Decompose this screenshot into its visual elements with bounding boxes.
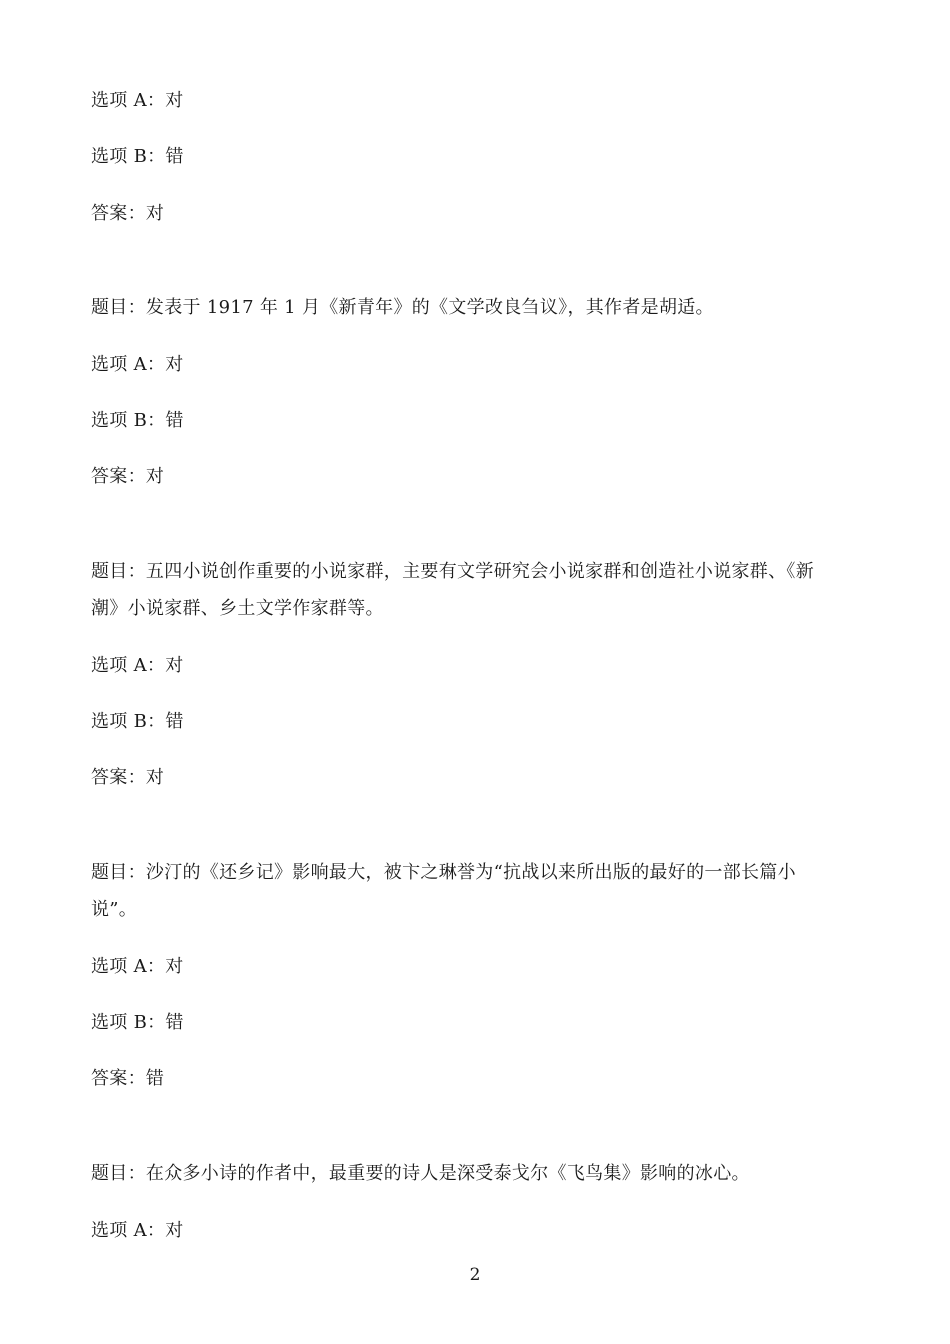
- option-a: 选项 A：对: [91, 655, 184, 676]
- answer: 答案：错: [91, 1068, 165, 1089]
- answer: 答案：对: [91, 466, 165, 487]
- question: 题目：在众多小诗的作者中，最重要的诗人是深受泰戈尔《飞鸟集》影响的冰心。: [91, 1163, 750, 1184]
- option-a: 选项 A：对: [91, 90, 184, 111]
- answer: 答案：对: [91, 203, 165, 224]
- option-b: 选项 B：错: [91, 410, 184, 431]
- option-b: 选项 B：错: [91, 1012, 184, 1033]
- question-line-1: 题目：沙汀的《还乡记》影响最大，被卞之琳誉为“抗战以来所出版的最好的一部长篇小: [91, 862, 796, 883]
- question-line-2: 潮》小说家群、乡土文学作家群等。: [91, 598, 384, 619]
- answer: 答案：对: [91, 767, 165, 788]
- option-b: 选项 B：错: [91, 711, 184, 732]
- question-line-2: 说”。: [91, 899, 138, 920]
- question: 题目：发表于 1917 年 1 月《新青年》的《文学改良刍议》，其作者是胡适。: [91, 297, 714, 318]
- option-a: 选项 A：对: [91, 1220, 184, 1241]
- page-number: 2: [469, 1265, 481, 1285]
- option-b: 选项 B：错: [91, 146, 184, 167]
- question-line-1: 题目：五四小说创作重要的小说家群，主要有文学研究会小说家群和创造社小说家群、《新: [91, 561, 814, 582]
- option-a: 选项 A：对: [91, 956, 184, 977]
- option-a: 选项 A：对: [91, 354, 184, 375]
